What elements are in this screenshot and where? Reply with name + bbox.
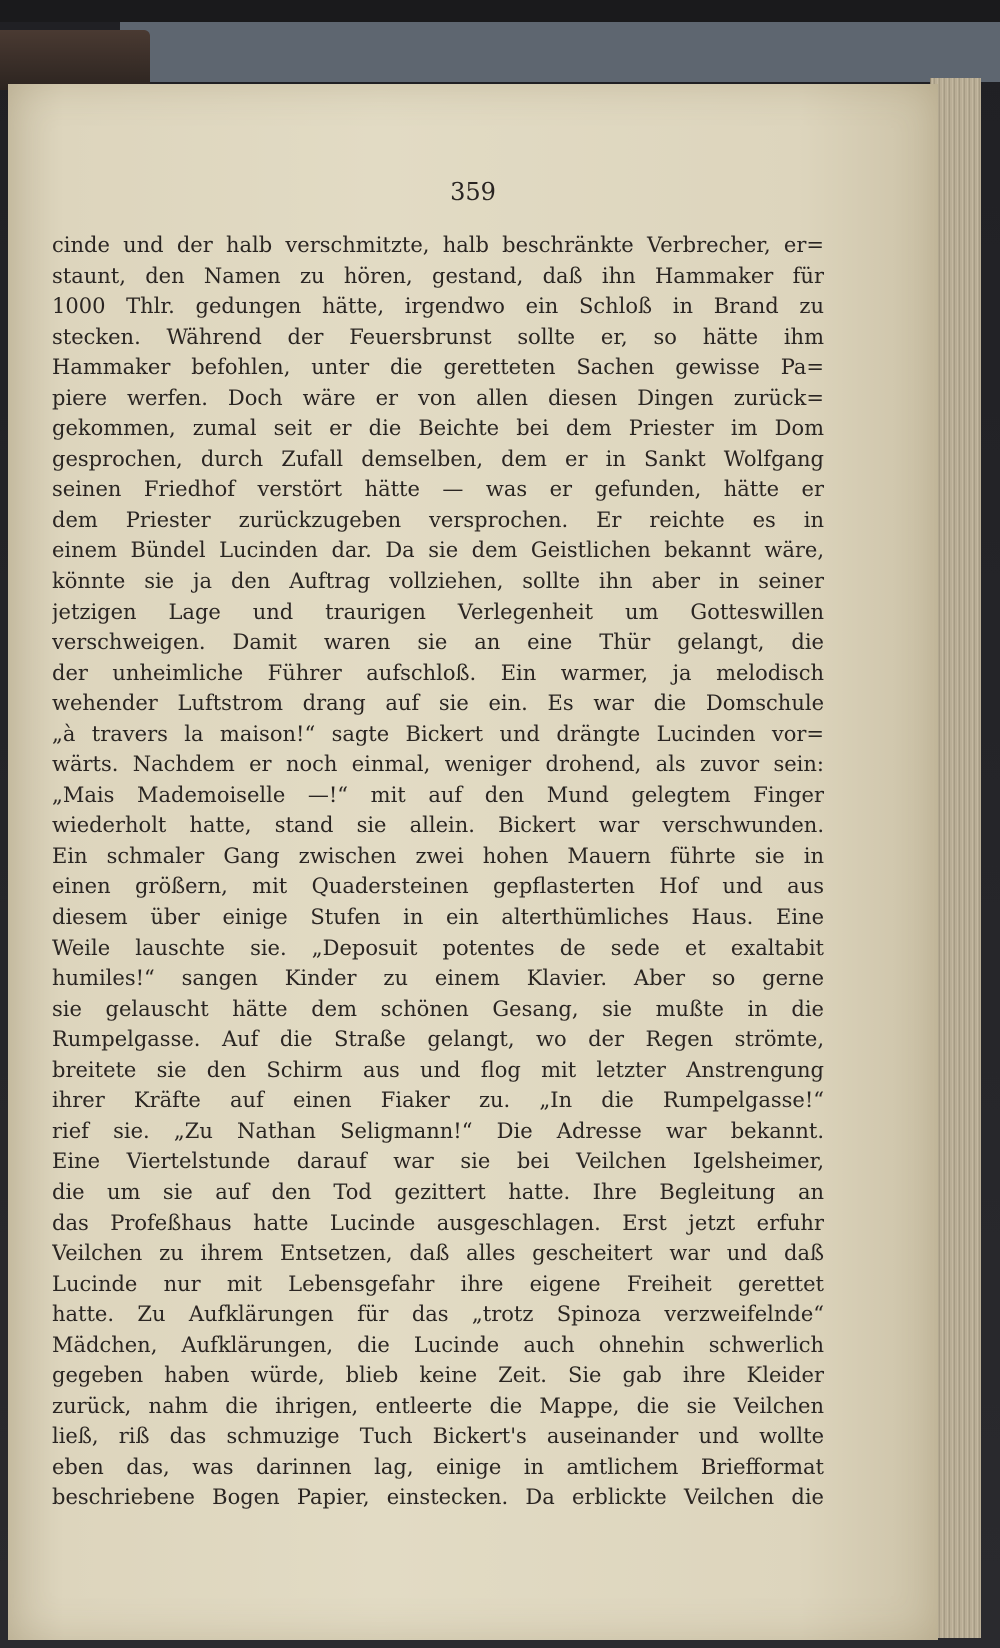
- text-line: ließ, riß das schmuzige Tuch Bickert's auseinander und wollte: [52, 1424, 824, 1449]
- text-line: Ein schmaler Gang zwischen zwei hohen Mauern führte sie in: [52, 843, 824, 868]
- text-line: Rumpelgasse. Auf die Straße gelangt, wo der Regen strömte,: [52, 1027, 824, 1052]
- text-line: hatte. Zu Aufklärungen für das „trotz Spinoza verzweifelnde“: [52, 1302, 824, 1327]
- text-line: wärts. Nachdem er noch einmal, weniger drohend, als zuvor sein:: [52, 752, 824, 777]
- text-line: jetzigen Lage und traurigen Verlegenheit um Gotteswillen: [52, 599, 824, 624]
- text-line: breitete sie den Schirm aus und flog mit letzter Anstrengung: [52, 1057, 824, 1082]
- text-line: cinde und der halb verschmitzte, halb beschränkte Verbrecher, er=: [52, 233, 824, 257]
- text-line: Eine Viertelstunde darauf war sie bei Veilchen Igelsheimer,: [52, 1149, 824, 1174]
- text-line: stecken. Während der Feuersbrunst sollte er, so hätte ihm: [52, 324, 824, 349]
- text-line: wiederholt hatte, stand sie allein. Bickert war verschwunden.: [52, 813, 824, 838]
- text-line: sie gelauscht hätte dem schönen Gesang, sie mußte in die: [52, 996, 824, 1021]
- scan-backdrop: [120, 22, 1000, 82]
- text-line: diesem über einige Stufen in ein alterthümliches Haus. Eine: [52, 905, 824, 930]
- text-line: gekommen, zumal seit er die Beichte bei dem Priester im Dom: [52, 416, 824, 441]
- text-line: gegeben haben würde, blieb keine Zeit. Sie gab ihre Kleider: [52, 1363, 824, 1388]
- text-line: wehender Luftstrom drang auf sie ein. Es war die Domschule: [52, 691, 824, 716]
- text-line: ihrer Kräfte auf einen Fiaker zu. „In die Rumpelgasse!“: [52, 1088, 824, 1113]
- text-line: Hammaker befohlen, unter die geretteten Sachen gewisse Pa=: [52, 355, 824, 380]
- text-line: 1000 Thlr. gedungen hätte, irgendwo ein Schloß in Brand zu: [52, 294, 824, 319]
- text-line: „Mais Mademoiselle —!“ mit auf den Mund gelegtem Finger: [52, 782, 824, 807]
- body-text: [52, 230, 824, 1513]
- scanner-top-bar: [0, 0, 1000, 22]
- page-number: 359: [450, 178, 496, 206]
- text-line: die um sie auf den Tod gezittert hatte. Ihre Begleitung an: [52, 1179, 824, 1204]
- text-line: Mädchen, Aufklärungen, die Lucinde auch ohnehin schwerlich: [52, 1332, 824, 1357]
- text-line: Lucinde nur mit Lebensgefahr ihre eigene Freiheit gerettet: [52, 1271, 824, 1296]
- text-line: eben das, was darinnen lag, einige in amtlichem Briefformat: [52, 1454, 824, 1479]
- text-line: der unheimliche Führer aufschloß. Ein warmer, ja melodisch: [52, 660, 824, 685]
- text-line: seinen Friedhof verstört hätte — was er gefunden, hätte er: [52, 477, 824, 502]
- text-line: einen größern, mit Quadersteinen gepflasterten Hof und aus: [52, 874, 824, 899]
- text-line: „à travers la maison!“ sagte Bickert und drängte Lucinden vor=: [52, 721, 824, 746]
- text-line: verschweigen. Damit waren sie an eine Thür gelangt, die: [52, 630, 824, 655]
- text-line: könnte sie ja den Auftrag vollziehen, sollte ihn aber in seiner: [52, 569, 824, 594]
- book-page: [8, 84, 938, 1640]
- text-line: dem Priester zurückzugeben versprochen. Er reichte es in: [52, 507, 824, 532]
- text-line: das Profeßhaus hatte Lucinde ausgeschlagen. Erst jetzt erfuhr: [52, 1210, 824, 1235]
- text-line: humiles!“ sangen Kinder zu einem Klavier. Aber so gerne: [52, 966, 824, 991]
- text-line: rief sie. „Zu Nathan Seligmann!“ Die Adresse war bekannt.: [52, 1118, 824, 1143]
- text-line: staunt, den Namen zu hören, gestand, daß ihn Hammaker für: [52, 263, 824, 288]
- text-line: einem Bündel Lucinden dar. Da sie dem Geistlichen bekannt wäre,: [52, 538, 824, 563]
- book-spine: [0, 30, 150, 90]
- text-line: Veilchen zu ihrem Entsetzen, daß alles gescheitert war und daß: [52, 1241, 824, 1266]
- text-line: beschriebene Bogen Papier, einstecken. Da erblickte Veilchen die: [52, 1485, 824, 1510]
- text-line: zurück, nahm die ihrigen, entleerte die Mappe, die sie Veilchen: [52, 1393, 824, 1418]
- text-line: gesprochen, durch Zufall demselben, dem er in Sankt Wolfgang: [52, 446, 824, 471]
- text-line: piere werfen. Doch wäre er von allen diesen Dingen zurück=: [52, 385, 824, 410]
- text-line: Weile lauschte sie. „Deposuit potentes de sede et exaltabit: [52, 935, 824, 960]
